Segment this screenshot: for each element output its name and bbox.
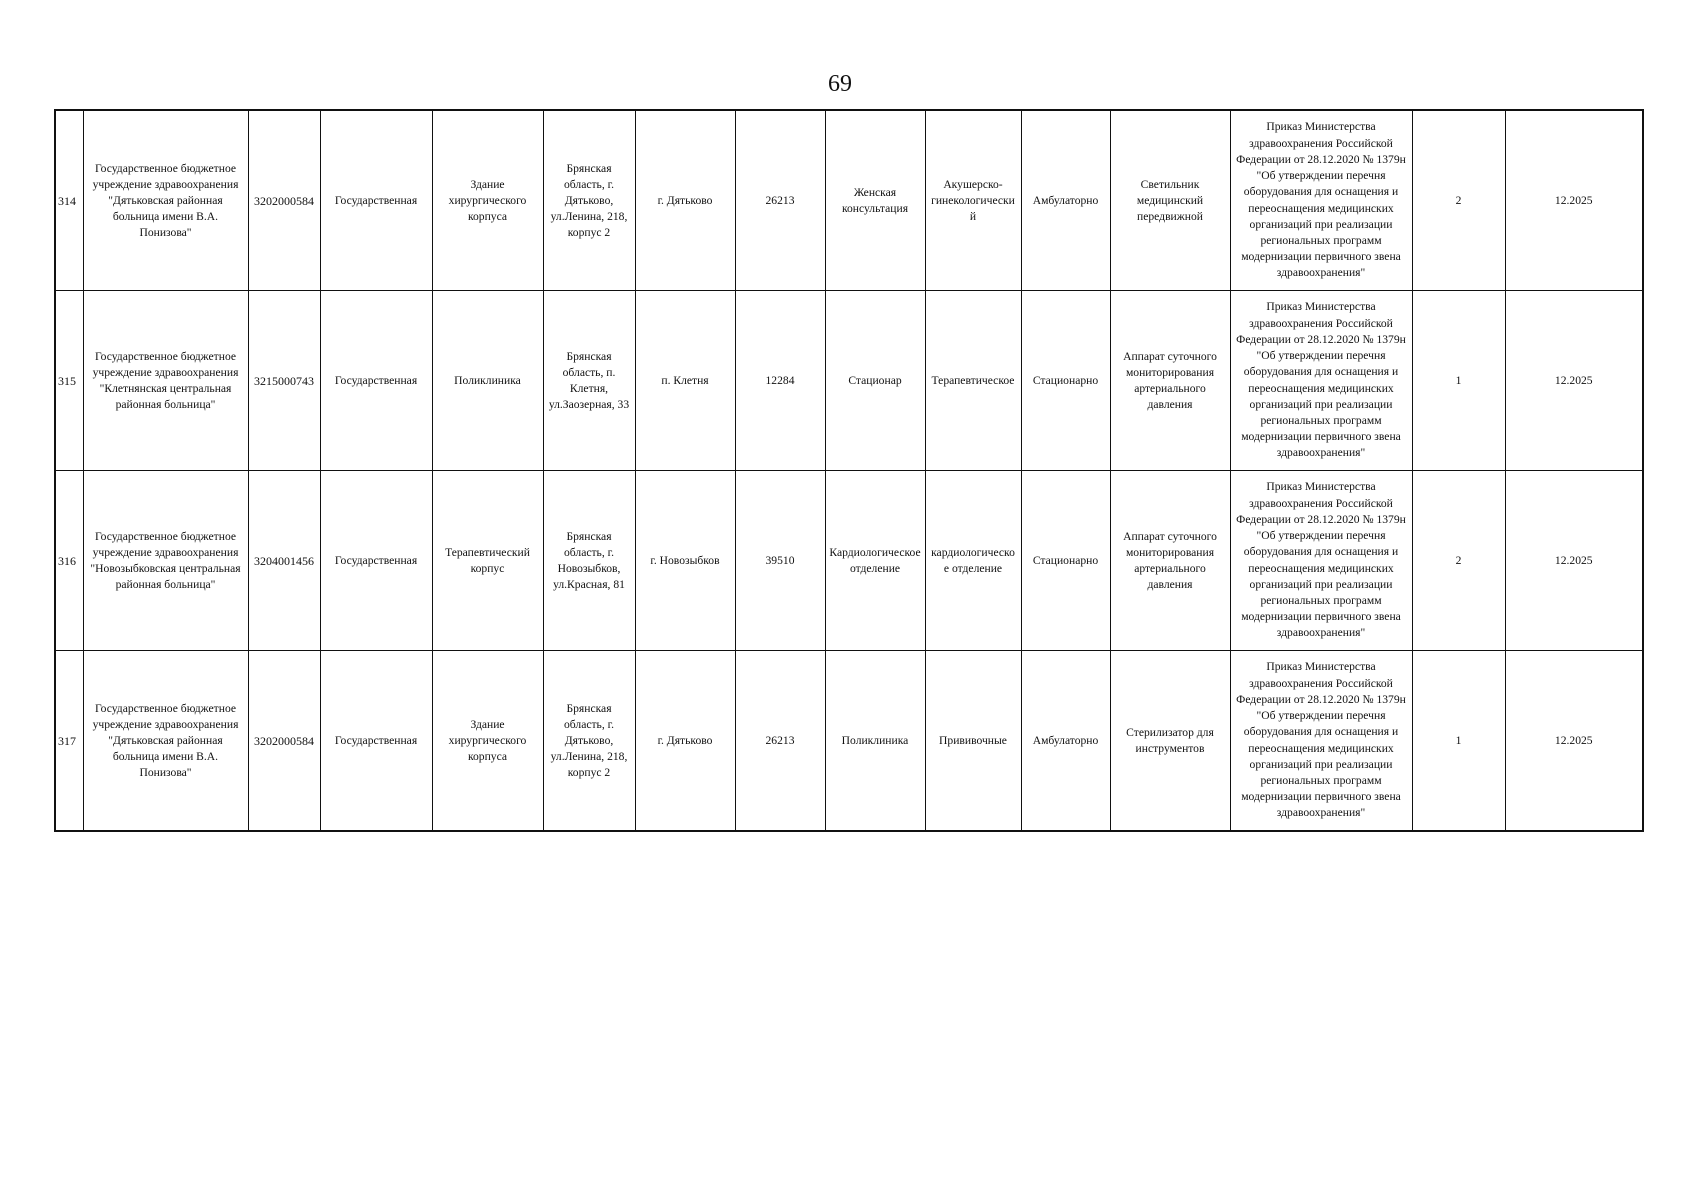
address: Брянская область, г. Новозыбков, ул.Красная, 81 [543,471,635,651]
building-name: Здание хирургического корпуса [432,110,543,291]
ownership-form: Государственная [320,110,432,291]
department: Женская консультация [825,110,925,291]
settlement: г. Дятьково [635,110,735,291]
department: Кардиологическое отделение [825,471,925,651]
equipment-registry-table [54,109,1644,832]
department: Стационар [825,291,925,471]
legal-basis: Приказ Министерства здравоохранения Российской Федерации от 28.12.2020 № 1379н "Об утверждении перечня оборудования для оснащения и переоснащения медицинских организаций при реализации региональных программ модернизации первичного звена здравоохранения" [1230,291,1412,471]
quantity: 1 [1412,291,1505,471]
equipment-name: Аппарат суточного мониторирования артериального давления [1110,291,1230,471]
table-row [55,651,1643,832]
deadline: 12.2025 [1505,110,1643,291]
table-row [55,291,1643,471]
settlement: п. Клетня [635,291,735,471]
population: 39510 [735,471,825,651]
organization-name: Государственное бюджетное учреждение здравоохранения "Дятьковская районная больница имени В.А. Понизова" [83,110,248,291]
row-number: 314 [55,110,83,291]
row-number: 315 [55,291,83,471]
inn-code: 3204001456 [248,471,320,651]
medical-profile: Прививочные [925,651,1021,832]
equipment-name: Светильник медицинский передвижной [1110,110,1230,291]
ownership-form: Государственная [320,651,432,832]
page-number: 69 [828,71,852,97]
ownership-form: Государственная [320,471,432,651]
equipment-name: Аппарат суточного мониторирования артериального давления [1110,471,1230,651]
care-form: Амбулаторно [1021,110,1110,291]
building-name: Поликлиника [432,291,543,471]
inn-code: 3202000584 [248,651,320,832]
population: 12284 [735,291,825,471]
population: 26213 [735,110,825,291]
quantity: 2 [1412,110,1505,291]
inn-code: 3202000584 [248,110,320,291]
row-number: 316 [55,471,83,651]
legal-basis: Приказ Министерства здравоохранения Российской Федерации от 28.12.2020 № 1379н "Об утверждении перечня оборудования для оснащения и переоснащения медицинских организаций при реализации региональных программ модернизации первичного звена здравоохранения" [1230,651,1412,832]
row-number: 317 [55,651,83,832]
deadline: 12.2025 [1505,651,1643,832]
department: Поликлиника [825,651,925,832]
deadline: 12.2025 [1505,471,1643,651]
legal-basis: Приказ Министерства здравоохранения Российской Федерации от 28.12.2020 № 1379н "Об утверждении перечня оборудования для оснащения и переоснащения медицинских организаций при реализации региональных программ модернизации первичного звена здравоохранения" [1230,110,1412,291]
medical-profile: кардиологическое отделение [925,471,1021,651]
address: Брянская область, г. Дятьково, ул.Ленина, 218, корпус 2 [543,110,635,291]
legal-basis: Приказ Министерства здравоохранения Российской Федерации от 28.12.2020 № 1379н "Об утверждении перечня оборудования для оснащения и переоснащения медицинских организаций при реализации региональных программ модернизации первичного звена здравоохранения" [1230,471,1412,651]
population: 26213 [735,651,825,832]
settlement: г. Дятьково [635,651,735,832]
care-form: Стационарно [1021,291,1110,471]
medical-profile: Акушерско-гинекологический [925,110,1021,291]
table-row [55,471,1643,651]
settlement: г. Новозыбков [635,471,735,651]
organization-name: Государственное бюджетное учреждение здравоохранения "Новозыбковская центральная районная больница" [83,471,248,651]
ownership-form: Государственная [320,291,432,471]
equipment-name: Стерилизатор для инструментов [1110,651,1230,832]
building-name: Терапевтический корпус [432,471,543,651]
table-row [55,110,1643,291]
organization-name: Государственное бюджетное учреждение здравоохранения "Дятьковская районная больница имени В.А. Понизова" [83,651,248,832]
address: Брянская область, г. Дятьково, ул.Ленина, 218, корпус 2 [543,651,635,832]
address: Брянская область, п. Клетня, ул.Заозерная, 33 [543,291,635,471]
quantity: 2 [1412,471,1505,651]
medical-profile: Терапевтическое [925,291,1021,471]
building-name: Здание хирургического корпуса [432,651,543,832]
care-form: Стационарно [1021,471,1110,651]
quantity: 1 [1412,651,1505,832]
organization-name: Государственное бюджетное учреждение здравоохранения "Клетнянская центральная районная больница" [83,291,248,471]
inn-code: 3215000743 [248,291,320,471]
care-form: Амбулаторно [1021,651,1110,832]
deadline: 12.2025 [1505,291,1643,471]
